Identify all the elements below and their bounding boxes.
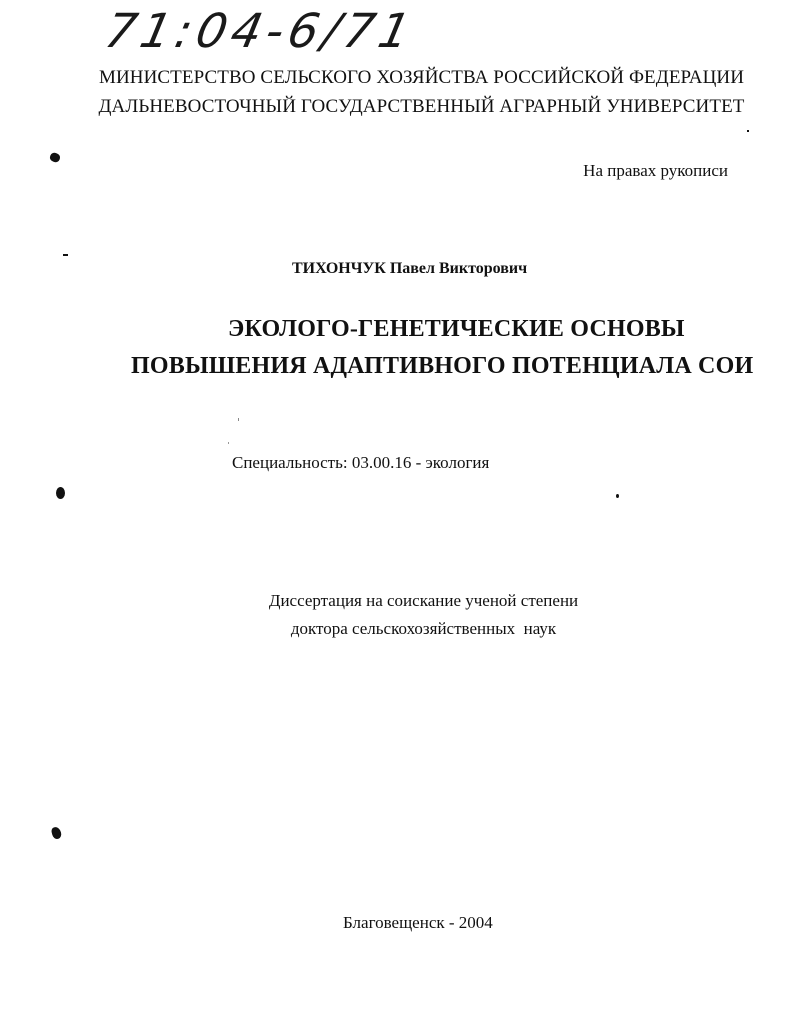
- thesis-title-line-2: ПОВЫШЕНИЯ АДАПТИВНОГО ПОТЕНЦИАЛА СОИ: [131, 353, 754, 379]
- handwritten-catalog-code: 71:04-6/71: [100, 4, 420, 59]
- scan-artifact-speck: [747, 130, 749, 132]
- scan-artifact-speck: [63, 254, 68, 256]
- thesis-title-line-1: ЭКОЛОГО-ГЕНЕТИЧЕСКИЕ ОСНОВЫ: [228, 316, 685, 342]
- ministry-heading: МИНИСТЕРСТВО СЕЛЬСКОГО ХОЗЯЙСТВА РОССИЙСКОЙ ФЕДЕРАЦИИ: [98, 67, 745, 88]
- scan-artifact-speck: [56, 487, 65, 499]
- scan-artifact-speck: [238, 418, 239, 421]
- manuscript-rights-note: На правах рукописи: [583, 161, 728, 180]
- place-and-year: Благовещенск - 2004: [343, 913, 493, 932]
- scan-artifact-speck: [616, 494, 619, 498]
- author-name: ТИХОНЧУК Павел Викторович: [292, 260, 528, 277]
- scan-artifact-speck: [228, 442, 229, 444]
- university-heading: ДАЛЬНЕВОСТОЧНЫЙ ГОСУДАРСТВЕННЫЙ АГРАРНЫЙ УНИВЕРСИТЕТ: [98, 96, 745, 117]
- degree-line-2: доктора сельскохозяйственных наук: [290, 619, 557, 638]
- scan-artifact-speck: [49, 152, 61, 164]
- specialty-line: Специальность: 03.00.16 - экология: [232, 453, 490, 472]
- scan-artifact-speck: [51, 826, 63, 840]
- degree-line-1: Диссертация на соискание ученой степени: [268, 591, 579, 610]
